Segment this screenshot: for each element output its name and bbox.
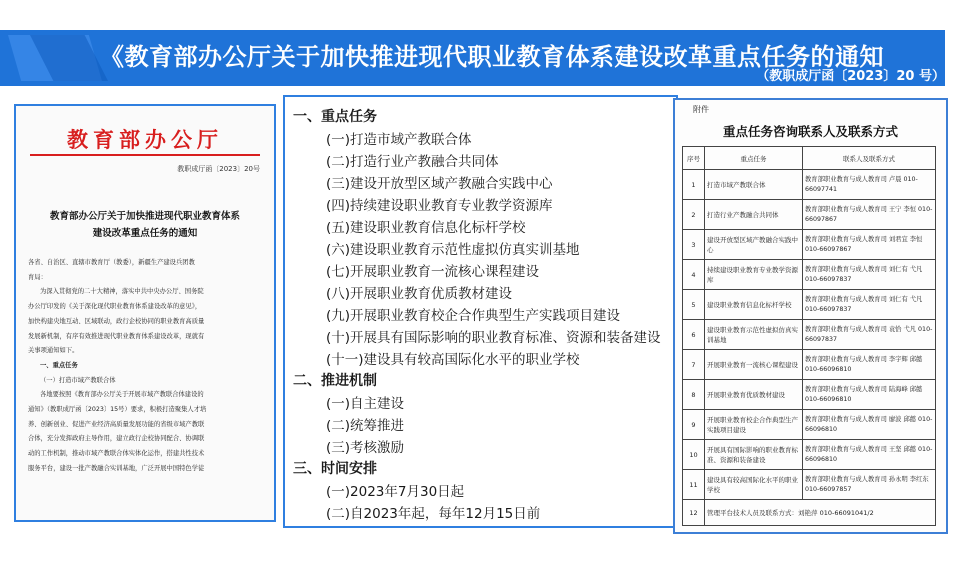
table-header-row: [683, 147, 936, 170]
mechanism-item: (二)统筹推进: [326, 418, 405, 434]
task-item: (三)建设开放型区域产教融合实践中心: [326, 176, 553, 192]
document-heading: [28, 208, 262, 242]
table-row: [683, 290, 936, 320]
document-reference-number: 教职成厅函〔2023〕20号: [177, 165, 260, 173]
row-number: 5: [683, 290, 705, 320]
table-row: [683, 380, 936, 410]
title-banner: [0, 30, 957, 86]
row-contact: 教育部职业教育与成人教育司 孙永明 李红东 010-66097857: [803, 470, 936, 500]
body-subsection-heading: （一）打造市域产教联合体: [39, 376, 116, 384]
task-item: (六)建设职业教育示范性虚拟仿真实训基地: [326, 242, 580, 258]
body-line: 动的工作机制，推动市域产教联合体实体化运作，搭建共性技术: [28, 450, 205, 458]
task-item: (十一)建设具有较高国际化水平的职业学校: [326, 352, 580, 368]
table-row: [683, 410, 936, 440]
body-line: 养、创新创业、促进产业经济高质量发展功能的省级市域产教联: [28, 420, 205, 428]
row-number: 9: [683, 410, 705, 440]
section-heading: 二、推进机制: [293, 373, 377, 389]
row-contact: 教育部职业教育与成人教育司 陆海峰 邱懿 010-66096810: [803, 380, 936, 410]
body-line: 各地要按照《教育部办公厅关于开展市域产教联合体建设的: [39, 391, 204, 399]
task-item: (七)开展职业教育一流核心课程建设: [326, 264, 540, 280]
body-line: 通知》（教职成厅函〔2023〕15号）要求，积极打造聚集人才培: [28, 406, 207, 414]
body-line: 服务平台，建设一批产教融合实训基地，广泛开展中国特色学徒: [28, 464, 205, 472]
section-heading: 三、时间安排: [293, 461, 377, 477]
task-outline-panel: [283, 95, 678, 528]
body-line: 发展新机制，有序有效推进现代职业教育体系建设改革，现就有: [28, 332, 205, 340]
body-line: 办公厅印发的《关于深化现代职业教育体系建设改革的意见》，: [28, 303, 202, 311]
heading-line: 建设改革重点任务的通知: [92, 228, 198, 239]
section-heading: 一、重点任务: [293, 109, 377, 125]
row-number: 12: [683, 500, 705, 526]
task-item: (五)建设职业教育信息化标杆学校: [326, 220, 526, 236]
row-number: 11: [683, 470, 705, 500]
row-task: 建设开放型区域产教融合实践中心: [705, 230, 803, 260]
table-row: [683, 500, 936, 526]
document-body: [28, 256, 266, 477]
red-divider-line: [30, 154, 260, 156]
task-item: (九)开展职业教育校企合作典型生产实践项目建设: [326, 308, 621, 324]
row-task: 开展职业教育优质教材建设: [705, 380, 803, 410]
table-row: [683, 260, 936, 290]
body-line: 加快构建央地互动、区域联动，政行企校协同的职业教育高质量: [28, 317, 205, 325]
task-item: (八)开展职业教育优质教材建设: [326, 286, 513, 302]
row-contact: 教育部职业教育与成人教育司 王坚 邱懿 010-66096810: [803, 440, 936, 470]
row-contact: 教育部职业教育与成人教育司 廖波 邱懿 010-66096810: [803, 410, 936, 440]
row-number: 7: [683, 350, 705, 380]
row-task: 开展职业教育校企合作典型生产实践项目建设: [705, 410, 803, 440]
schedule-item: (一)2023年7月30日起: [326, 484, 465, 500]
column-header: 序号: [683, 147, 705, 170]
row-task: 建设职业教育示范性虚拟仿真实训基地: [705, 320, 803, 350]
row-contact: 教育部职业教育与成人教育司 袁恰 弋凡 010-66097837: [803, 320, 936, 350]
schedule-item: (二)自2023年起，每年12月15日前: [326, 506, 541, 522]
row-number: 10: [683, 440, 705, 470]
task-item: (四)持续建设职业教育专业教学资源库: [326, 198, 553, 214]
column-header: 联系人及联系方式: [803, 147, 936, 170]
row-number: 3: [683, 230, 705, 260]
task-item: (二)打造行业产教融合共同体: [326, 154, 499, 170]
row-number: 4: [683, 260, 705, 290]
body-line: 各省、自治区、直辖市教育厅（教委），新疆生产建设兵团教: [28, 259, 195, 266]
table-row: [683, 350, 936, 380]
document-header: 教育部办公厅: [67, 127, 223, 152]
table-row: [683, 230, 936, 260]
row-task: 打造市域产教联合体: [705, 170, 803, 200]
task-item: (十)开展具有国际影响的职业教育标准、资源和装备建设: [326, 330, 661, 346]
page-title: 《教育部办公厅关于加快推进现代职业教育体系建设改革重点任务的通知: [100, 43, 884, 71]
row-task: 开展具有国际影响的职业教育标准、资源和装备建设: [705, 440, 803, 470]
row-contact: 教育部职业教育与成人教育司 刘仁有 弋凡 010-66097837: [803, 260, 936, 290]
document-number: （教职成厅函〔2023〕20 号）: [756, 69, 945, 84]
body-section-heading: 一、重点任务: [39, 361, 78, 369]
table-row: [683, 320, 936, 350]
attachment-contact-table-image: [673, 98, 948, 534]
body-line: 合体，充分发挥政府主导作用，建立政行企校协同配合、协调联: [28, 435, 205, 443]
notice-document-image: [14, 104, 276, 522]
row-contact: 教育部职业教育与成人教育司 卢晨 010-66097741: [803, 170, 936, 200]
body-line: 为深入贯彻党的二十大精神，落实中共中央办公厅、国务院: [39, 288, 204, 296]
row-task: 建设具有较高国际化水平的职业学校: [705, 470, 803, 500]
contact-table: [682, 146, 936, 526]
table-row: [683, 170, 936, 200]
row-number: 6: [683, 320, 705, 350]
attachment-title: 重点任务咨询联系人及联系方式: [722, 124, 898, 139]
body-line: 关事项通知如下。: [28, 347, 79, 355]
row-task: 打造行业产教融合共同体: [705, 200, 803, 230]
row-task: 开展职业教育一流核心课程建设: [705, 350, 803, 380]
row-task: 管理平台技术人员及联系方式：刘艳萍 010-66091041/2: [705, 500, 936, 526]
row-contact: 教育部职业教育与成人教育司 李宇辉 邱懿 010-66096810: [803, 350, 936, 380]
attachment-label: 附件: [693, 105, 709, 114]
column-header: 重点任务: [705, 147, 803, 170]
table-row: [683, 470, 936, 500]
row-number: 1: [683, 170, 705, 200]
row-contact: 教育部职业教育与成人教育司 王宁 李恒 010-66097867: [803, 200, 936, 230]
row-number: 2: [683, 200, 705, 230]
row-task: 持续建设职业教育专业教学资源库: [705, 260, 803, 290]
row-task: 建设职业教育信息化标杆学校: [705, 290, 803, 320]
table-row: [683, 440, 936, 470]
row-contact: 教育部职业教育与成人教育司 刘君宜 李恒 010-66097867: [803, 230, 936, 260]
body-line: 育局：: [28, 273, 47, 281]
row-number: 8: [683, 380, 705, 410]
table-row: [683, 200, 936, 230]
mechanism-item: (三)考核激励: [326, 440, 405, 456]
task-item: (一)打造市域产教联合体: [326, 132, 472, 148]
mechanism-item: (一)自主建设: [326, 396, 405, 412]
heading-line: 教育部办公厅关于加快推进现代职业教育体系: [49, 211, 240, 222]
row-contact: 教育部职业教育与成人教育司 刘仁有 弋凡 010-66097837: [803, 290, 936, 320]
